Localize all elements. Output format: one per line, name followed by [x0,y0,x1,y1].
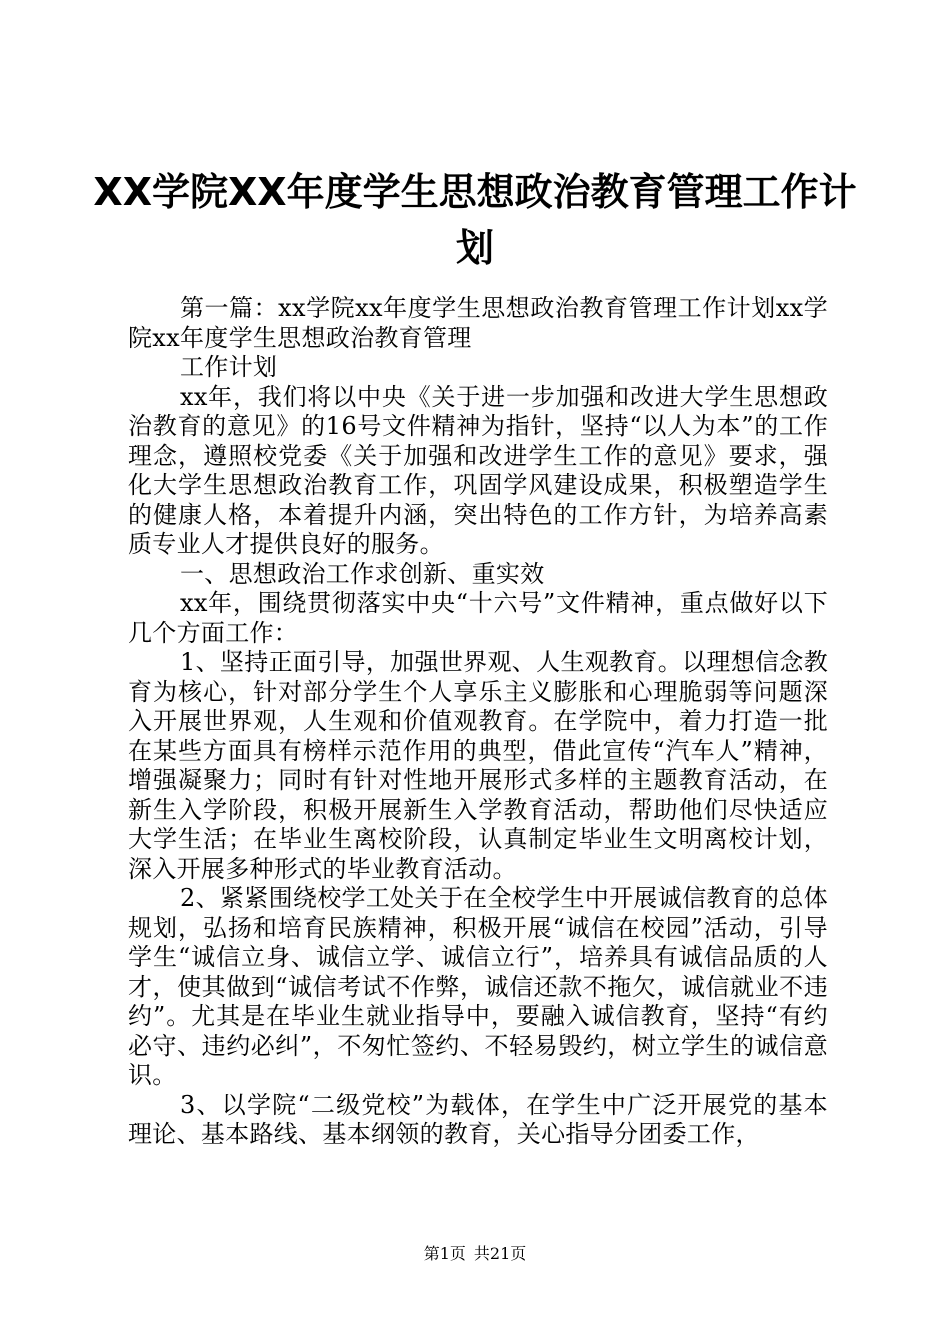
page-total: 共21页 [473,1244,527,1263]
document-body [128,294,828,1150]
section-heading: 一、思想政治工作求创新、重实效 [180,559,545,588]
paragraph: xx年，围绕贯彻落实中央“十六号”文件精神，重点做好以下几个方面工作： [128,589,828,647]
paragraph: xx年，我们将以中央《关于进一步加强和改进大学生思想政治教育的意见》的16号文件精神为指针，坚持“以人为本”的工作理念，遵照校党委《关于加强和改进学生工作的意见》要求，强化大学生思想政治教育工作，巩固学风建设成果，积极塑造学生的健康人格，本着提升内涵，突出特色的工作方针，为培养高素质专业人才提供良好的服务。 [128,382,828,558]
paragraph: 3、以学院“二级党校”为载体，在学生中广泛开展党的基本理论、基本路线、基本纲领的教育，关心指导分团委工作， [128,1090,828,1148]
paragraph: 第一篇：xx学院xx年度学生思想政治教育管理工作计划xx学院xx年度学生思想政治教育管理 [128,294,828,352]
paragraph: 工作计划 [180,353,278,381]
paragraph: 2、紧紧围绕校学工处关于在全校学生中开展诚信教育的总体规划，弘扬和培育民族精神，积极开展“诚信在校园”活动，引导学生“诚信立身、诚信立学、诚信立行”，培养具有诚信品质的人才，使其做到“诚信考试不作弊，诚信还款不拖欠，诚信就业不违约”。尤其是在毕业生就业指导中，要融入诚信教育，坚持“有约必守、违约必纠”，不匆忙签约、不轻易毁约，树立学生的诚信意识。 [128,884,828,1089]
page-number: 第1页 [423,1244,466,1263]
paragraph: 1、坚持正面引导，加强世界观、人生观教育。以理想信念教育为核心，针对部分学生个人享乐主义膨胀和心理脆弱等问题深入开展世界观，人生观和价值观教育。在学院中，着力打造一批在某些方面具有榜样示范作用的典型，借此宣传“汽车人”精神，增强凝聚力；同时有针对性地开展形式多样的主题教育活动，在新生入学阶段，积极开展新生入学教育活动，帮助他们尽快适应大学生活；在毕业生离校阶段，认真制定毕业生文明离校计划，深入开展多种形式的毕业教育活动。 [128,648,828,883]
page-footer [0,1244,950,1264]
document-title-line-1: XX学院XX年度学生思想政治教育管理工作计 [93,170,857,214]
document-title-line-2: 划 [455,226,494,270]
